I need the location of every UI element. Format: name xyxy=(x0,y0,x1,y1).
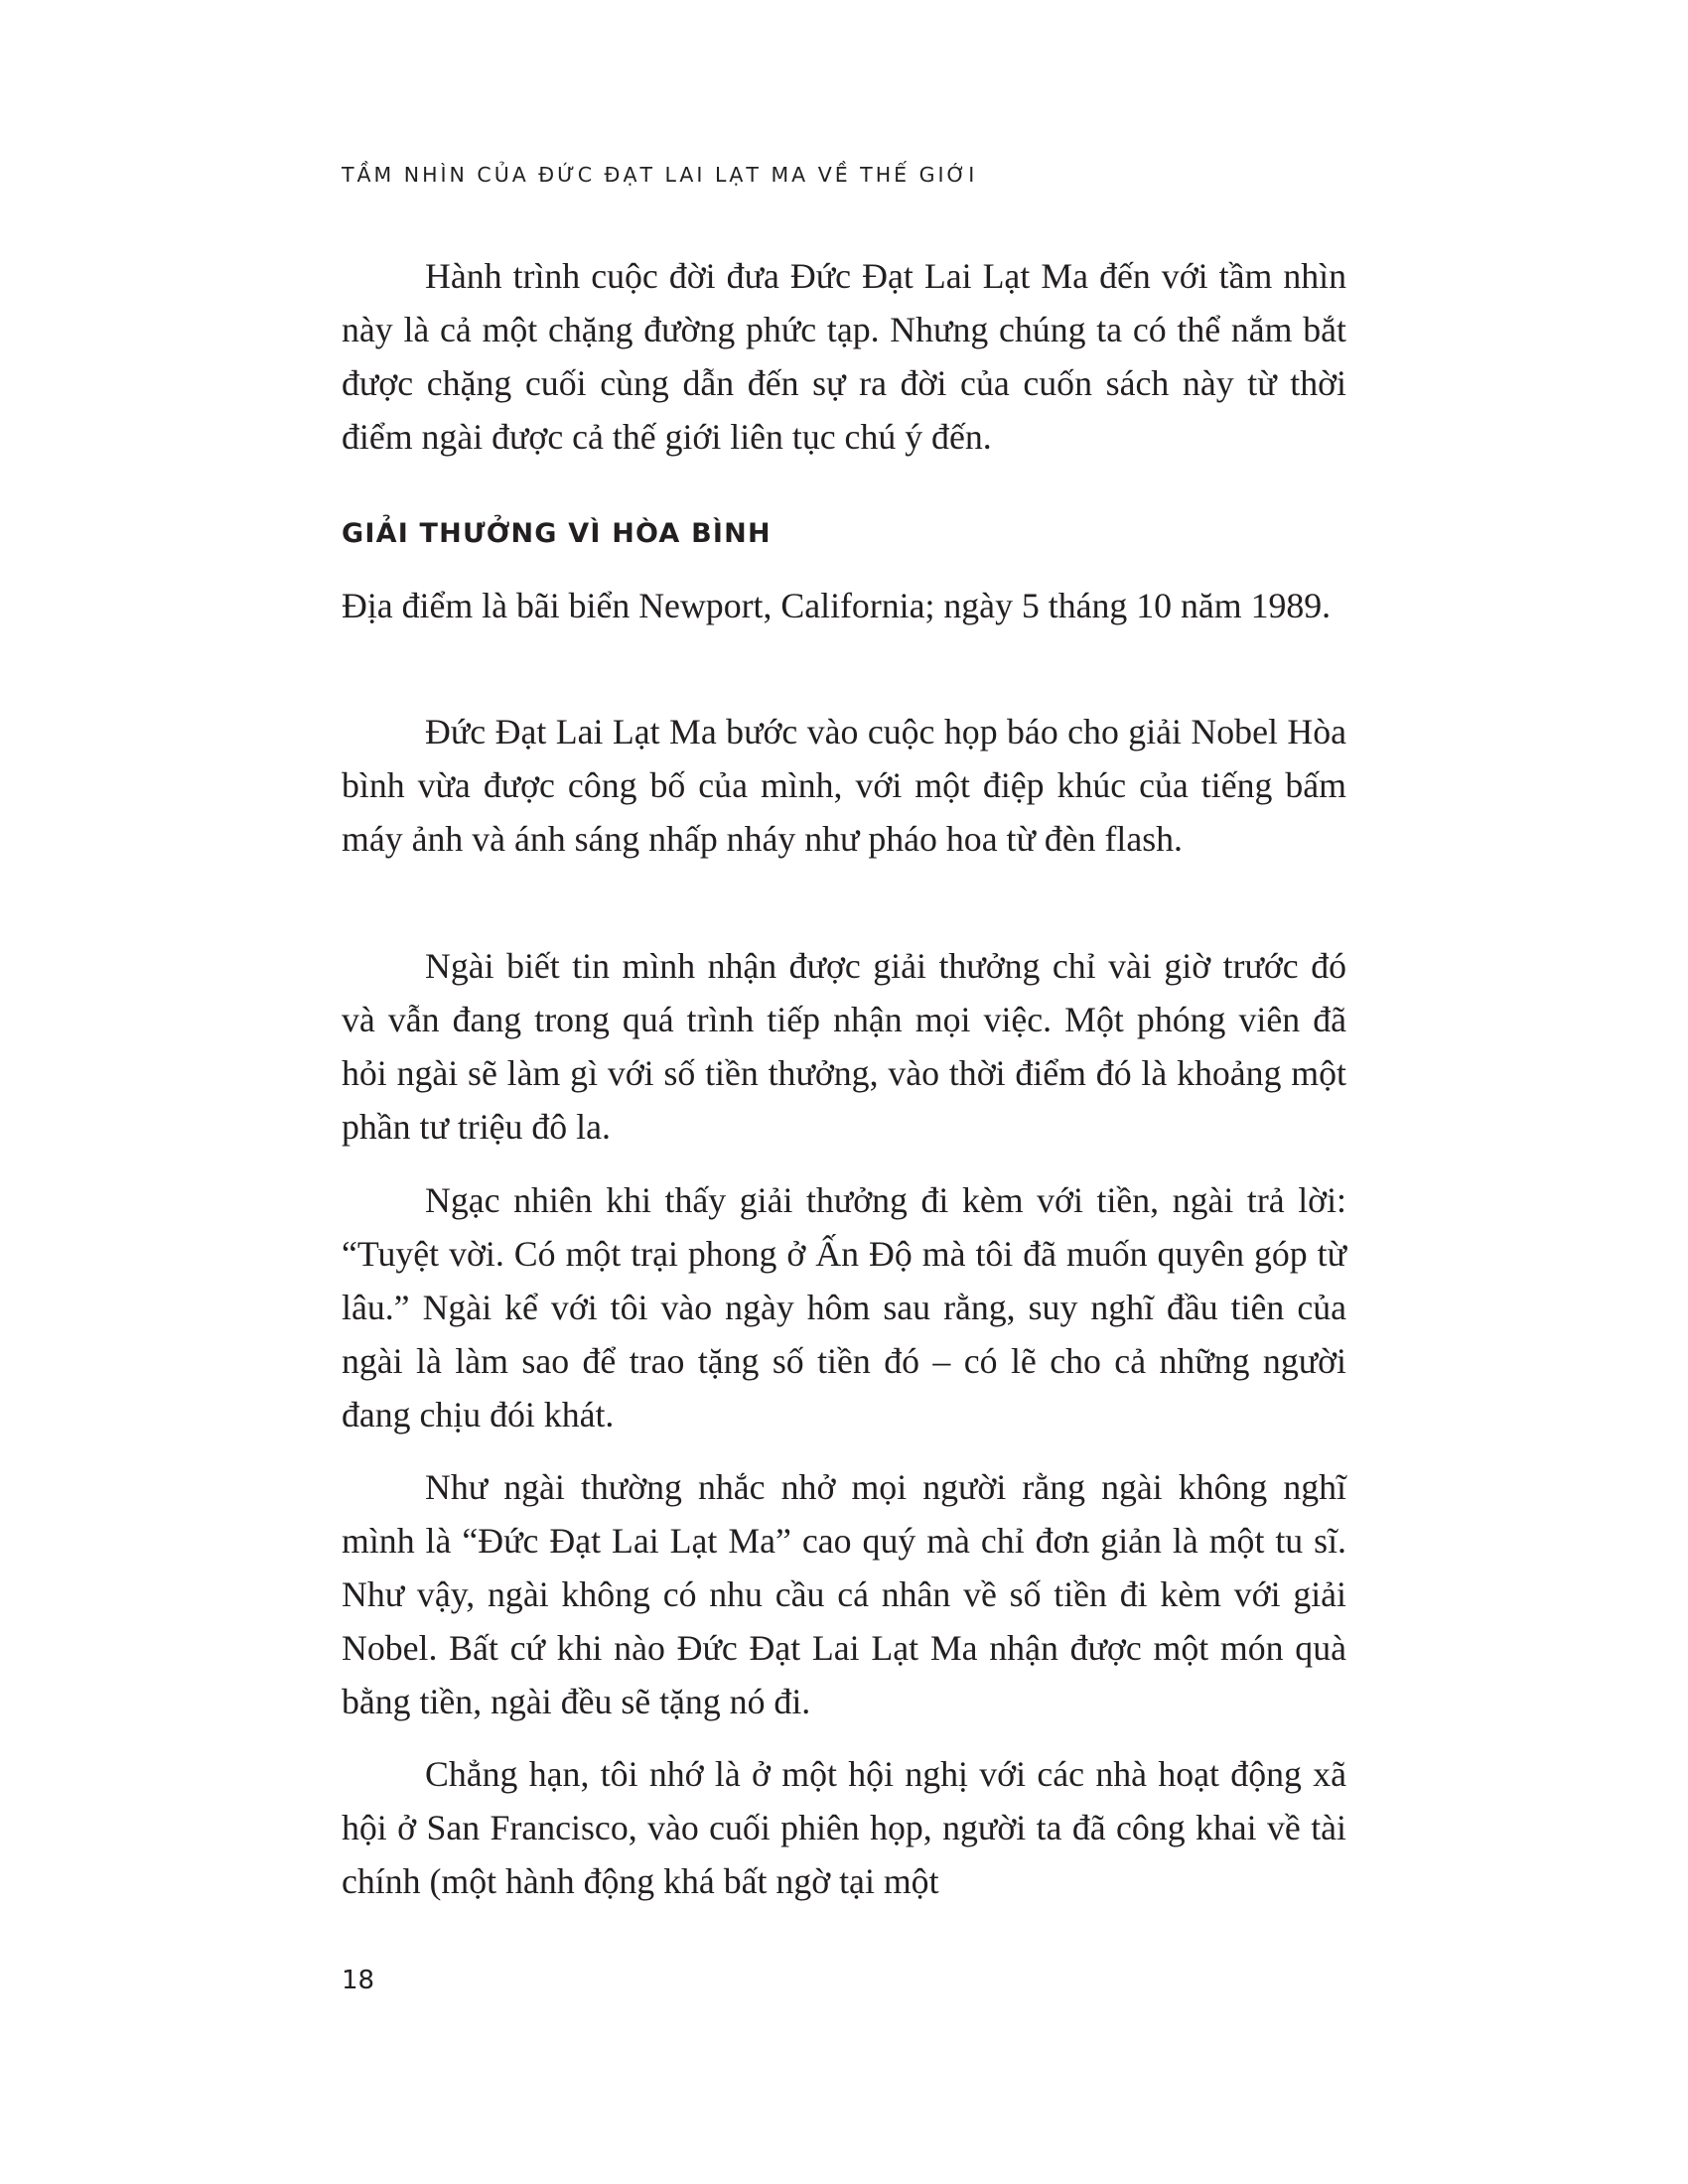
paragraph-4: Ngài biết tin mình nhận được giải thưởng chỉ vài giờ trước đó và vẫn đang trong quá trình tiếp nhận mọi việc. Một phóng viên đã hỏi ngài sẽ làm gì với số tiền thưởng, vào thời điểm đó là khoảng một phần tư triệu đô la. xyxy=(342,946,1346,1147)
paragraph-1: Hành trình cuộc đời đưa Đức Đạt Lai Lạt Ma đến với tầm nhìn này là cả một chặng đường phức tạp. Nhưng chúng ta có thể nắm bắt được chặng cuối cùng dẫn đến sự ra đời của cuốn sách này từ thời điểm ngài được cả thế giới liên tục chú ý đến. xyxy=(342,256,1346,457)
paragraph-2: Địa điểm là bãi biển Newport, California; ngày 5 tháng 10 năm 1989. xyxy=(342,586,1332,625)
paragraph-6: Như ngài thường nhắc nhở mọi người rằng ngài không nghĩ mình là “Đức Đạt Lai Lạt Ma” cao quý mà chỉ đơn giản là một tu sĩ. Như vậy, ngài không có nhu cầu cá nhân về số tiền đi kèm với giải Nobel. Bất cứ khi nào Đức Đạt Lai Lạt Ma nhận được một món quà bằng tiền, ngài đều sẽ tặng nó đi. xyxy=(342,1467,1346,1721)
paragraph-7: Chẳng hạn, tôi nhớ là ở một hội nghị với các nhà hoạt động xã hội ở San Francisco, vào cuối phiên họp, người ta đã công khai về tài chính (một hành động khá bất ngờ tại một xyxy=(342,1754,1346,1901)
running-header: TẦM NHÌN CỦA ĐỨC ĐẠT LAI LẠT MA VỀ THẾ GIỚI xyxy=(342,163,978,187)
page-number: 18 xyxy=(342,1966,375,1995)
paragraph-5: Ngạc nhiên khi thấy giải thưởng đi kèm với tiền, ngài trả lời: “Tuyệt vời. Có một trại phong ở Ấn Độ mà tôi đã muốn quyên góp từ lâu.” Ngài kể với tôi vào ngày hôm sau rằng, suy nghĩ đầu tiên của ngài là làm sao để trao tặng số tiền đó – có lẽ cho cả những người đang chịu đói khát. xyxy=(342,1180,1346,1434)
section-heading: GIẢI THƯỞNG VÌ HÒA BÌNH xyxy=(342,518,772,549)
paragraph-3: Đức Đạt Lai Lạt Ma bước vào cuộc họp báo cho giải Nobel Hòa bình vừa được công bố của mình, với một điệp khúc của tiếng bấm máy ảnh và ánh sáng nhấp nháy như pháo hoa từ đèn flash. xyxy=(342,712,1346,859)
